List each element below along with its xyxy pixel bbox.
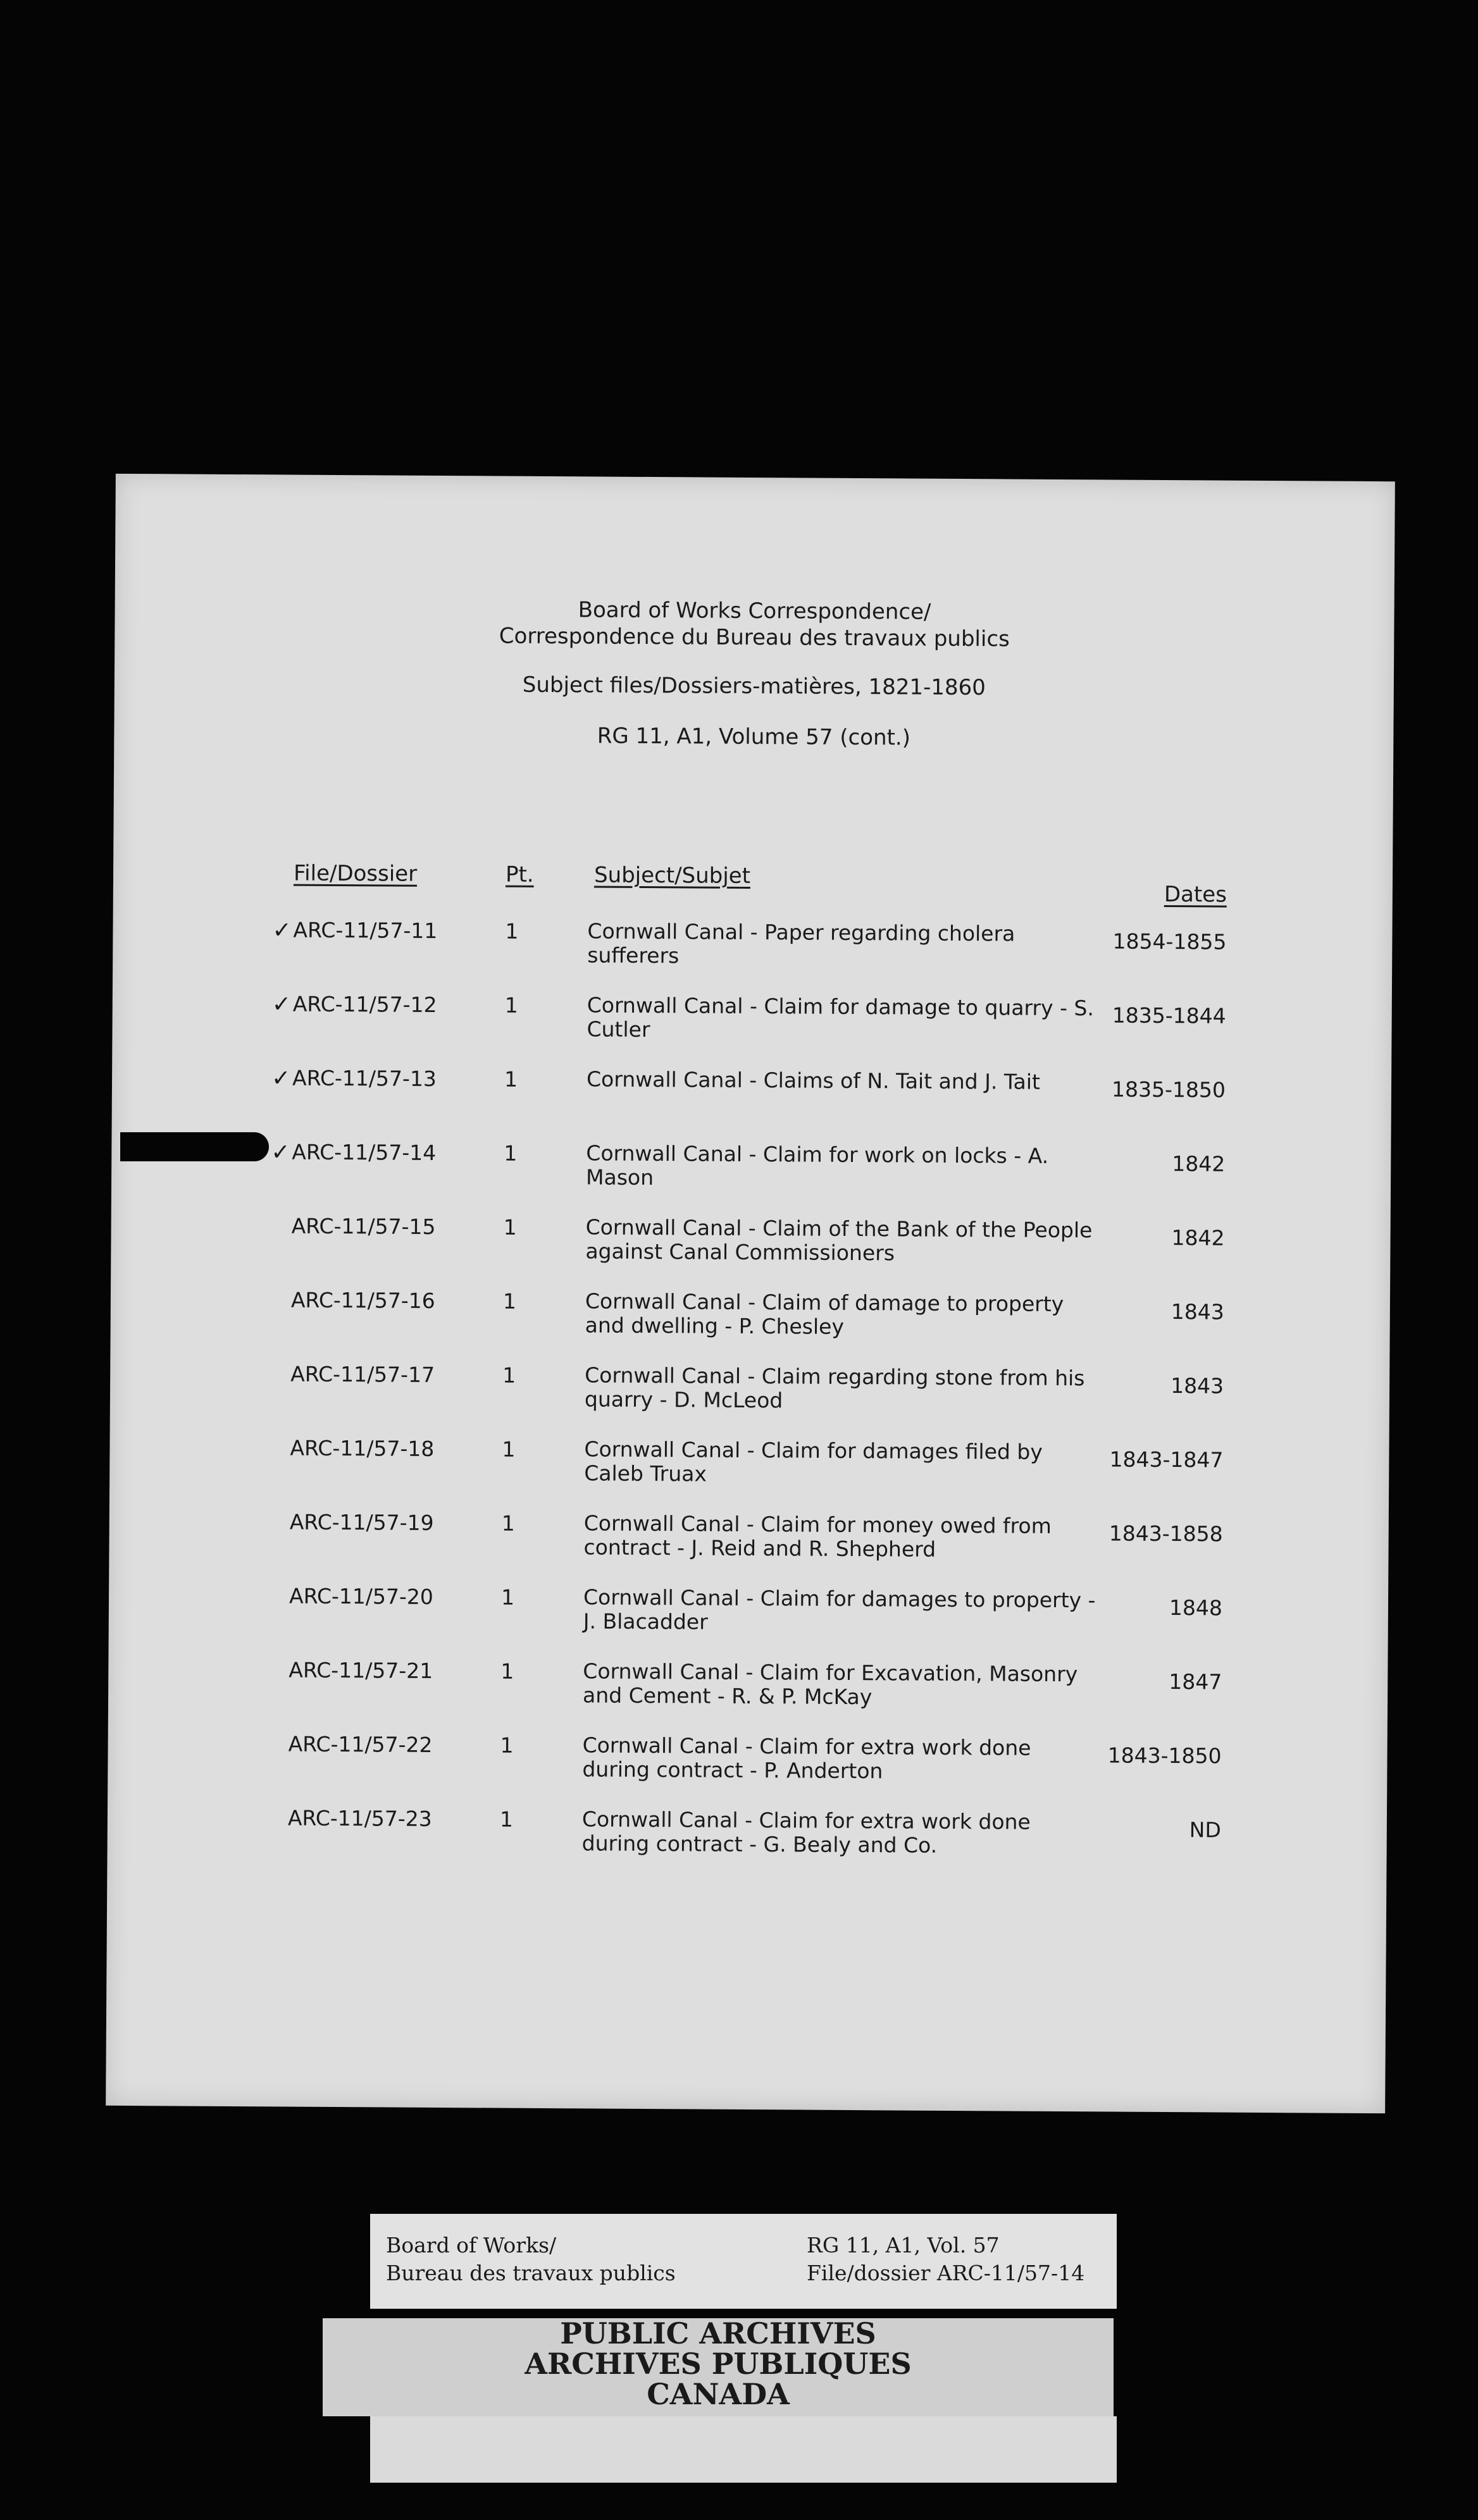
subject-text: Cornwall Canal - Claim of the Bank of the People against Canal Commissioners [585, 1214, 1093, 1266]
check-mark-icon: ✓ [271, 1065, 291, 1092]
column-header-subject: Subject/Subjet [593, 862, 751, 889]
document-title [115, 594, 1394, 655]
stamp-line-1: PUBLIC ARCHIVES [560, 2316, 876, 2350]
archives-stamp [323, 2318, 1114, 2416]
date-range: 1842 [1172, 1151, 1226, 1177]
table-row [108, 1731, 1388, 1784]
column-header-pt: Pt. [505, 862, 534, 887]
subject-text: Cornwall Canal - Paper regarding cholera sufferers [587, 918, 1015, 968]
subject-files-line: Subject files/Dossiers-matières, 1821-1860 [522, 672, 986, 701]
subject-text: Cornwall Canal - Claim for money owed from contract - J. Reid and R. Shepherd [583, 1510, 1052, 1562]
file-number: ARC-11/57-16 [290, 1287, 435, 1313]
stamp-line-2: ARCHIVES PUBLIQUES [525, 2347, 912, 2381]
label-board-en: Board of Works/ [386, 2233, 557, 2258]
part-number: 1 [504, 1066, 518, 1092]
part-number: 1 [502, 1288, 517, 1314]
table-row [112, 1065, 1391, 1102]
subject-text: Cornwall Canal - Claim for extra work done during contract - P. Anderton [582, 1732, 1031, 1784]
subject-text: Cornwall Canal - Claim regarding stone from his quarry - D. McLeod [584, 1362, 1085, 1413]
table-row [109, 1583, 1388, 1634]
date-range: 1843-1858 [1108, 1521, 1223, 1547]
file-number: ARC-11/57-19 [289, 1509, 434, 1535]
date-range: 1842 [1171, 1225, 1225, 1251]
table-row [113, 917, 1393, 968]
document-page [106, 474, 1395, 2113]
subject-text: Cornwall Canal - Claim for damages filed by Caleb Truax [584, 1436, 1043, 1486]
table-row [111, 1287, 1390, 1339]
part-number: 1 [501, 1510, 515, 1536]
part-number: 1 [504, 1140, 518, 1166]
table-row [108, 1657, 1388, 1710]
part-number: 1 [502, 1362, 516, 1388]
part-number: 1 [500, 1732, 514, 1758]
date-range: ND [1189, 1817, 1221, 1843]
title-line-french: Correspondence du Bureau des travaux publics [499, 623, 1010, 652]
black-marker-tab [120, 1132, 269, 1161]
file-number: ARC-11/57-21 [289, 1657, 433, 1683]
date-range: 1835-1844 [1112, 1003, 1226, 1028]
label-card-bottom [370, 2416, 1117, 2483]
table-row [108, 1805, 1387, 1858]
label-file-number: File/dossier ARC-11/57-14 [807, 2261, 1085, 2285]
subject-text: Cornwall Canal - Claim for damages to property - J. Blacadder [583, 1584, 1096, 1634]
check-mark-icon: ✓ [271, 1139, 290, 1166]
file-label [370, 2214, 1117, 2309]
subject-text: Cornwall Canal - Claim for work on locks - A. Mason [586, 1140, 1049, 1190]
file-number: ARC-11/57-22 [288, 1731, 433, 1757]
part-number: 1 [504, 992, 518, 1018]
subject-text: Cornwall Canal - Claim for extra work done during contract - G. Bealy and Co. [581, 1807, 1031, 1858]
table-row [110, 1361, 1389, 1413]
part-number: 1 [500, 1658, 514, 1684]
subject-text: Cornwall Canal - Claims of N. Tait and J. Tait [586, 1066, 1041, 1094]
date-range: 1843-1847 [1109, 1447, 1224, 1473]
date-range: 1835-1850 [1111, 1077, 1226, 1102]
column-header-file: File/Dossier [293, 860, 418, 887]
subject-text: Cornwall Canal - Claim of damage to property and dwelling - P. Chesley [585, 1288, 1064, 1339]
file-number: ARC-11/57-11 [293, 917, 438, 943]
check-mark-icon: ✓ [271, 991, 292, 1018]
part-number: 1 [499, 1807, 514, 1832]
table-row [109, 1509, 1389, 1562]
date-range: 1847 [1169, 1669, 1222, 1695]
part-number: 1 [500, 1584, 515, 1610]
date-range: 1843 [1171, 1299, 1224, 1325]
file-number: ARC-11/57-13 [292, 1065, 437, 1091]
part-number: 1 [505, 918, 519, 944]
file-number: ARC-11/57-23 [287, 1805, 432, 1831]
check-mark-icon: ✓ [272, 917, 292, 944]
table-row [111, 1213, 1391, 1266]
title-line-english: Board of Works Correspondence/ [578, 597, 931, 625]
part-number: 1 [502, 1436, 516, 1462]
table-row [111, 1139, 1391, 1190]
date-range: 1848 [1169, 1595, 1223, 1621]
part-number: 1 [503, 1214, 517, 1240]
label-volume: RG 11, A1, Vol. 57 [807, 2233, 1000, 2258]
column-header-dates: Dates [1164, 881, 1227, 908]
file-number: ARC-11/57-15 [291, 1213, 436, 1239]
stamp-line-3: CANADA [647, 2377, 790, 2411]
date-range: 1843-1850 [1107, 1743, 1222, 1769]
volume-line: RG 11, A1, Volume 57 (cont.) [597, 723, 911, 751]
date-range: 1854-1855 [1112, 929, 1227, 954]
table-row [113, 991, 1392, 1042]
file-number: ARC-11/57-18 [290, 1435, 435, 1461]
table-row [110, 1435, 1389, 1486]
subject-text: Cornwall Canal - Claim for Excavation, Masonry and Cement - R. & P. McKay [582, 1658, 1078, 1710]
file-number: ARC-11/57-14 [292, 1139, 437, 1165]
label-board-fr: Bureau des travaux publics [386, 2261, 676, 2285]
date-range: 1843 [1171, 1373, 1224, 1399]
file-number: ARC-11/57-12 [292, 991, 437, 1017]
file-number: ARC-11/57-20 [289, 1583, 433, 1609]
file-number: ARC-11/57-17 [290, 1361, 435, 1387]
subject-text: Cornwall Canal - Claim for damage to quarry - S. Cutler [587, 992, 1095, 1042]
